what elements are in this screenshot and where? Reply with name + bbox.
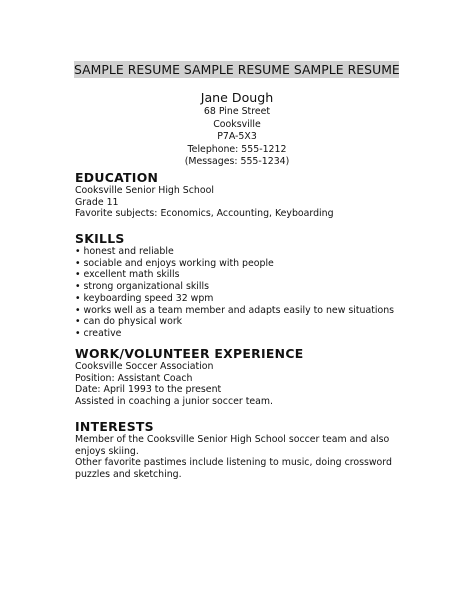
interests-heading: INTERESTS bbox=[75, 419, 154, 434]
sample-resume-banner: SAMPLE RESUME SAMPLE RESUME SAMPLE RESUME bbox=[74, 62, 400, 77]
skills-heading: SKILLS bbox=[75, 231, 125, 246]
interests-line: Member of the Cooksville Senior High School soccer team and also bbox=[75, 434, 390, 445]
postal-code: P7A-5X3 bbox=[217, 131, 257, 143]
applicant-name: Jane Dough bbox=[200, 90, 274, 105]
contact-block bbox=[150, 90, 324, 169]
interests-line: puzzles and sketching. bbox=[75, 469, 182, 481]
interests-line: enjoys skiing. bbox=[75, 445, 139, 457]
education-line: Favorite subjects: Economics, Accounting, Keyboarding bbox=[75, 208, 334, 220]
education-line: Grade 11 bbox=[75, 196, 119, 208]
work-line: Date: April 1993 to the present bbox=[75, 384, 222, 396]
skill-item: • can do physical work bbox=[75, 316, 183, 328]
work-experience-section bbox=[75, 346, 405, 408]
skill-item: • strong organizational skills bbox=[75, 281, 209, 293]
telephone: Telephone: 555-1212 bbox=[187, 143, 287, 155]
interests-line: Other favorite pastimes include listening to music, doing crossword bbox=[75, 457, 392, 469]
work-line: Position: Assistant Coach bbox=[75, 372, 193, 384]
interests-section bbox=[75, 419, 405, 481]
skill-item: • honest and reliable bbox=[75, 246, 174, 257]
education-line: Cooksville Senior High School bbox=[75, 185, 214, 196]
skill-item: • keyboarding speed 32 wpm bbox=[75, 292, 214, 304]
skills-section bbox=[75, 231, 405, 340]
skill-item: • excellent math skills bbox=[75, 269, 180, 281]
skill-item: • creative bbox=[75, 327, 122, 339]
messages-phone: (Messages: 555-1234) bbox=[184, 156, 290, 168]
work-line: Cooksville Soccer Association bbox=[75, 361, 214, 372]
skill-item: • sociable and enjoys working with people bbox=[75, 257, 274, 269]
skill-item: • works well as a team member and adapts easily to new situations bbox=[75, 304, 395, 316]
work-experience-heading: WORK/VOLUNTEER EXPERIENCE bbox=[75, 346, 304, 361]
city: Cooksville bbox=[213, 118, 261, 130]
education-heading: EDUCATION bbox=[75, 170, 159, 185]
work-line: Assisted in coaching a junior soccer team. bbox=[75, 396, 274, 408]
street-address: 68 Pine Street bbox=[203, 106, 271, 117]
education-section bbox=[75, 170, 405, 220]
